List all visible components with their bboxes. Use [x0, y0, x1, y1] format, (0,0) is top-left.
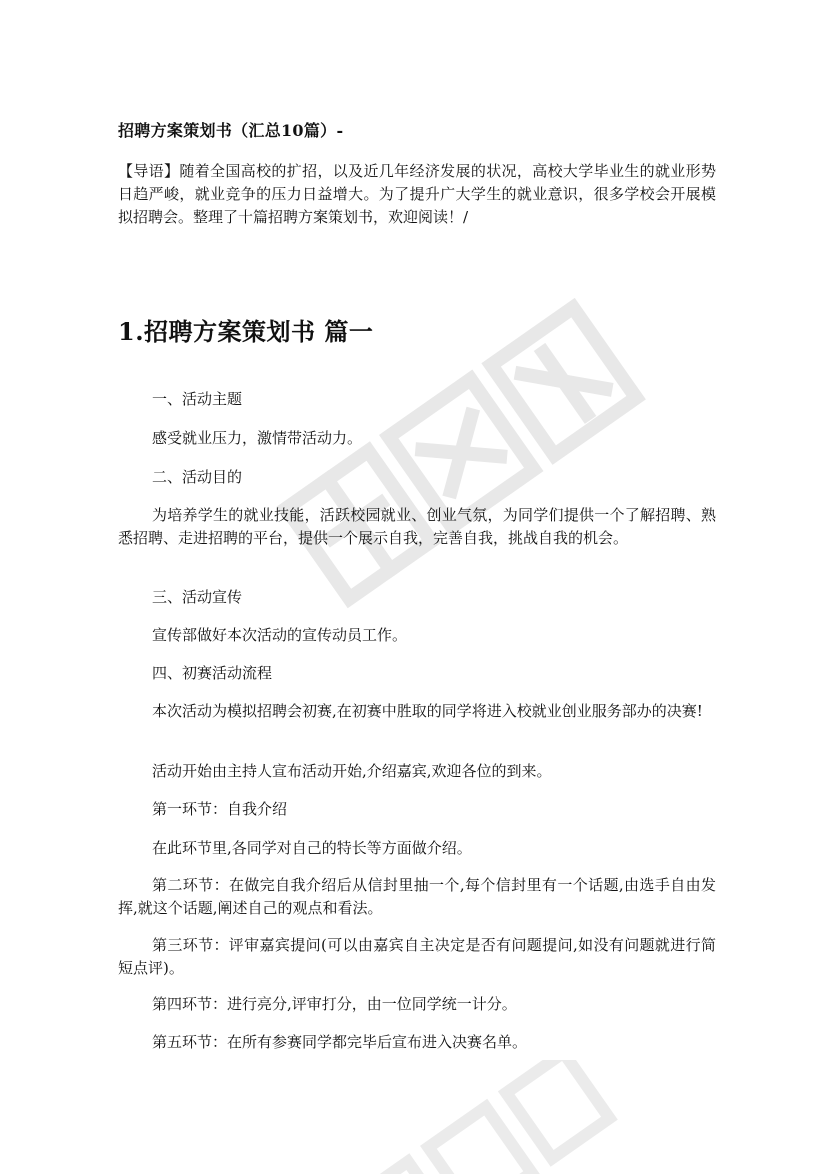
- paragraph: 为培养学生的就业技能，活跃校园就业、创业气氛，为同学们提供一个了解招聘、熟悉招聘、走进招聘的平台，提供一个展示自我，完善自我，挑战自我的机会。: [118, 506, 716, 547]
- heading-activity-purpose: 二、活动目的: [152, 468, 243, 486]
- heading-activity-publicity: 三、活动宣传: [152, 588, 243, 606]
- document-title: 招聘方案策划书（汇总10篇）-: [118, 121, 344, 140]
- paragraph: 宣传部做好本次活动的宣传动员工作。: [152, 626, 408, 644]
- step-three: 第三环节：评审嘉宾提问(可以由嘉宾自主决定是否有问题提问,如没有问题就进行简短点评)。: [118, 936, 716, 977]
- heading-activity-theme: 一、活动主题: [152, 390, 243, 408]
- intro-paragraph: 【导语】随着全国高校的扩招，以及近几年经济发展的状况，高校大学毕业生的就业形势日趋严峻，就业竞争的压力日益增大。为了提升广大学生的就业意识，很多学校会开展模拟招聘会。整理了十篇招聘方案策划书，欢迎阅读！/: [118, 162, 716, 226]
- step-four: 第四环节：进行亮分,评审打分，由一位同学统一计分。: [152, 995, 517, 1013]
- watermark-logo-icon-bottom: [330, 1060, 630, 1174]
- heading-preliminary-process: 四、初赛活动流程: [152, 664, 273, 682]
- paragraph: 活动开始由主持人宣布活动开始,介绍嘉宾,欢迎各位的到来。: [152, 762, 552, 780]
- paragraph: 在此环节里,各同学对自己的特长等方面做介绍。: [152, 839, 472, 857]
- step-two: 第二环节：在做完自我介绍后从信封里抽一个,每个信封里有一个话题,由选手自由发挥,就这个话题,阐述自己的观点和看法。: [118, 876, 716, 917]
- paragraph: 本次活动为模拟招聘会初赛,在初赛中胜取的同学将进入校就业创业服务部办的决赛!: [152, 702, 703, 720]
- step-one: 第一环节：自我介绍: [152, 800, 288, 818]
- paragraph: 感受就业压力，激情带活动力。: [152, 429, 363, 447]
- step-five: 第五环节：在所有参赛同学都完毕后宣布进入决赛名单。: [152, 1033, 528, 1051]
- section-heading: 1.招聘方案策划书 篇一: [118, 317, 374, 346]
